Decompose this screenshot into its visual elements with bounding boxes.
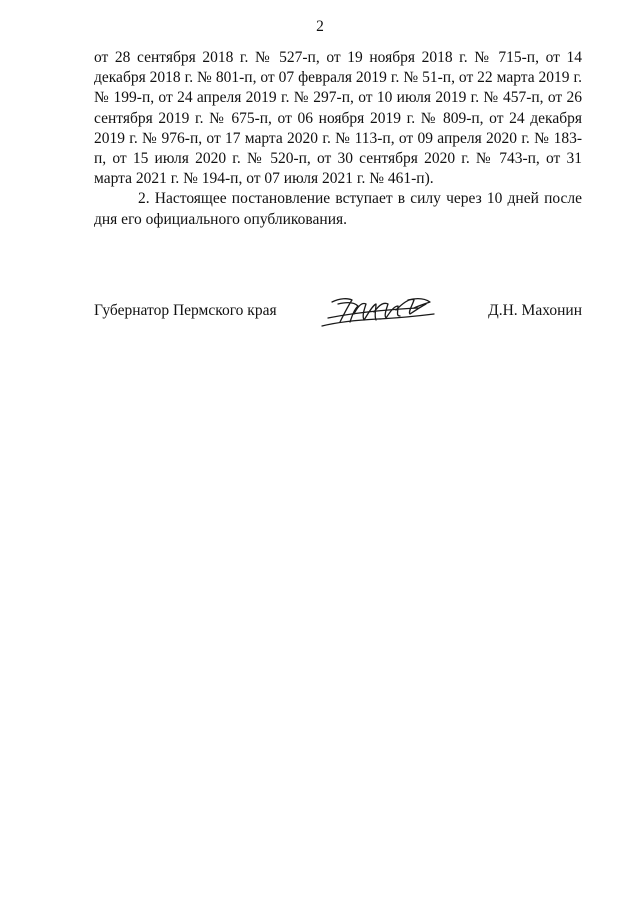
page-number: 2	[316, 18, 324, 35]
signatory-name: Д.Н. Махонин	[488, 302, 582, 319]
signatory-title: Губернатор Пермского края	[94, 302, 277, 319]
paragraph-effective-date: 2. Настоящее постановление вступает в силу через 10 дней после дня его официального опубликования.	[94, 190, 582, 228]
paragraph-decree-list: от 28 сентября 2018 г. № 527-п, от 19 ноября 2018 г. № 715-п, от 14 декабря 2018 г. № 801-п, от 07 февраля 2019 г. № 51-п, от 22 марта 2019 г. № 199-п, от 24 апреля 2019 г. № 297-п, от 10 июля 2019 г. № 457-п, от 26 сентября 2019 г. № 675-п, от 06 ноября 2019 г. № 809-п, от 24 декабря 2019 г. № 976-п, от 17 марта 2020 г. № 113-п, от 09 апреля 2020 г. № 183-п, от 15 июля 2020 г. № 520-п, от 30 сентября 2020 г. № 743-п, от 31 марта 2021 г. № 194-п, от 07 июля 2021 г. № 461-п).	[94, 49, 582, 188]
document-body	[94, 48, 582, 230]
signature-block	[94, 300, 582, 340]
handwritten-signature	[318, 288, 438, 334]
